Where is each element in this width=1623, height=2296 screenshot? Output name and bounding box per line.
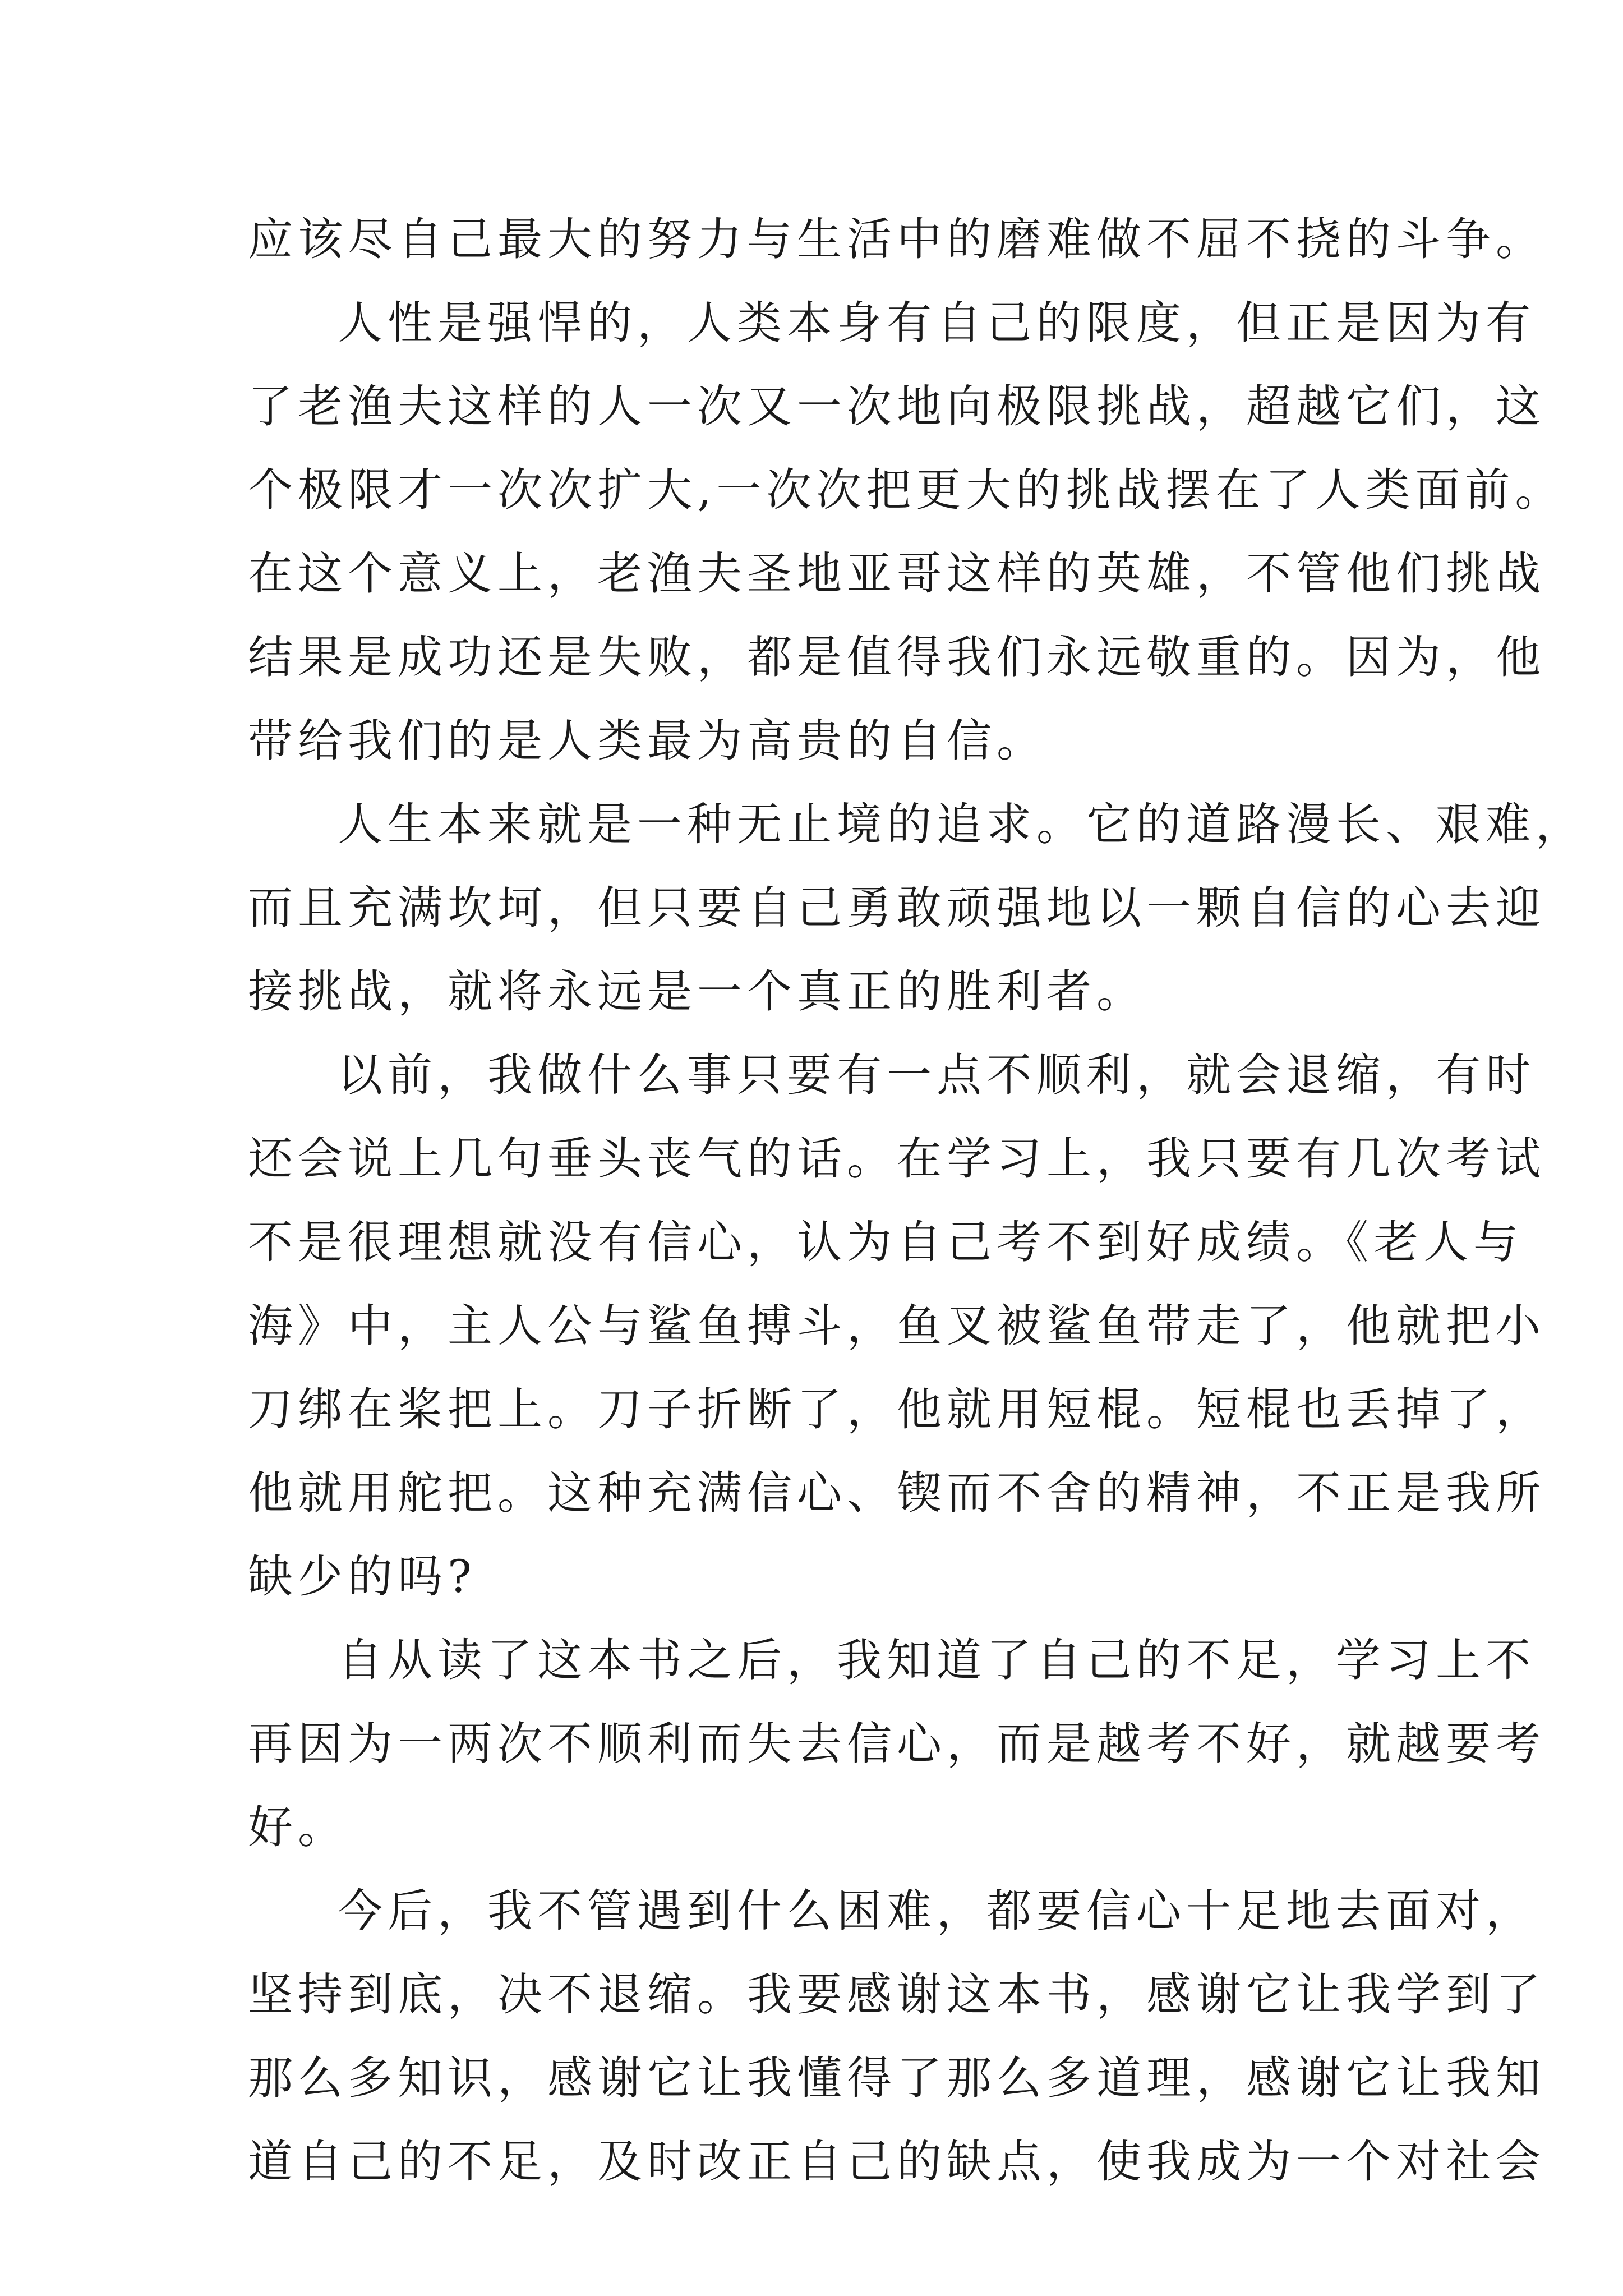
text-line: 了老渔夫这样的人一次又一次地向极限挑战，超越它们，这 [248, 380, 1546, 432]
text-line: 坚持到底，决不退缩。我要感谢这本书，感谢它让我学到了 [248, 1968, 1546, 2021]
text-line: 自从读了这本书之后，我知道了自己的不足，学习上不 [338, 1634, 1536, 1686]
text-line: 刀绑在桨把上。刀子折断了，他就用短棍。短棍也丢掉了， [248, 1383, 1546, 1435]
text-line: 以前，我做什么事只要有一点不顺利，就会退缩，有时 [338, 1049, 1536, 1101]
text-line: 应该尽自己最大的努力与生活中的磨难做不屈不挠的斗争。 [248, 213, 1546, 265]
text-line: 缺少的吗? [248, 1550, 477, 1603]
text-line: 海》中，主人公与鲨鱼搏斗，鱼叉被鲨鱼带走了，他就把小 [248, 1300, 1546, 1352]
text-line: 人性是强悍的，人类本身有自己的限度，但正是因为有 [338, 297, 1536, 349]
text-line: 还会说上几句垂头丧气的话。在学习上，我只要有几次考试 [248, 1133, 1546, 1185]
paragraph-4 [248, 1033, 1546, 1618]
text-line: 不是很理想就没有信心，认为自己考不到好成绩。《老人与 [248, 1216, 1523, 1268]
text-line: 那么多知识，感谢它让我懂得了那么多道理，感谢它让我知 [248, 2052, 1546, 2104]
text-line: 他就用舵把。这种充满信心、锲而不舍的精神，不正是我所 [248, 1467, 1546, 1519]
text-line: 结果是成功还是失败，都是值得我们永远敬重的。因为，他 [248, 631, 1546, 683]
text-line: 接挑战，就将永远是一个真正的胜利者。 [248, 965, 1146, 1018]
text-line: 人生本来就是一种无止境的追求。它的道路漫长、艰难， [338, 798, 1585, 850]
text-line: 好。 [248, 1801, 348, 1853]
paragraph-3 [248, 783, 1585, 1033]
text-line: 带给我们的是人类最为高贵的自信。 [248, 715, 1046, 767]
document-body [248, 197, 1585, 2203]
text-line: 今后，我不管遇到什么困难，都要信心十足地去面对， [338, 1885, 1536, 1937]
text-line: 而且充满坎坷，但只要自己勇敢顽强地以一颗自信的心去迎 [248, 882, 1546, 934]
paragraph-2 [248, 281, 1565, 783]
paragraph-5 [248, 1618, 1546, 1869]
paragraph-6 [248, 1869, 1546, 2203]
text-line: 个极限才一次次扩大,一次次把更大的挑战摆在了人类面前。 [248, 464, 1565, 516]
text-line: 再因为一两次不顺利而失去信心，而是越考不好，就越要考 [248, 1718, 1546, 1770]
text-line: 道自己的不足，及时改正自己的缺点，使我成为一个对社会 [248, 2136, 1546, 2188]
text-line: 在这个意义上，老渔夫圣地亚哥这样的英雄，不管他们挑战 [248, 547, 1546, 600]
paragraph-1 [248, 197, 1546, 281]
